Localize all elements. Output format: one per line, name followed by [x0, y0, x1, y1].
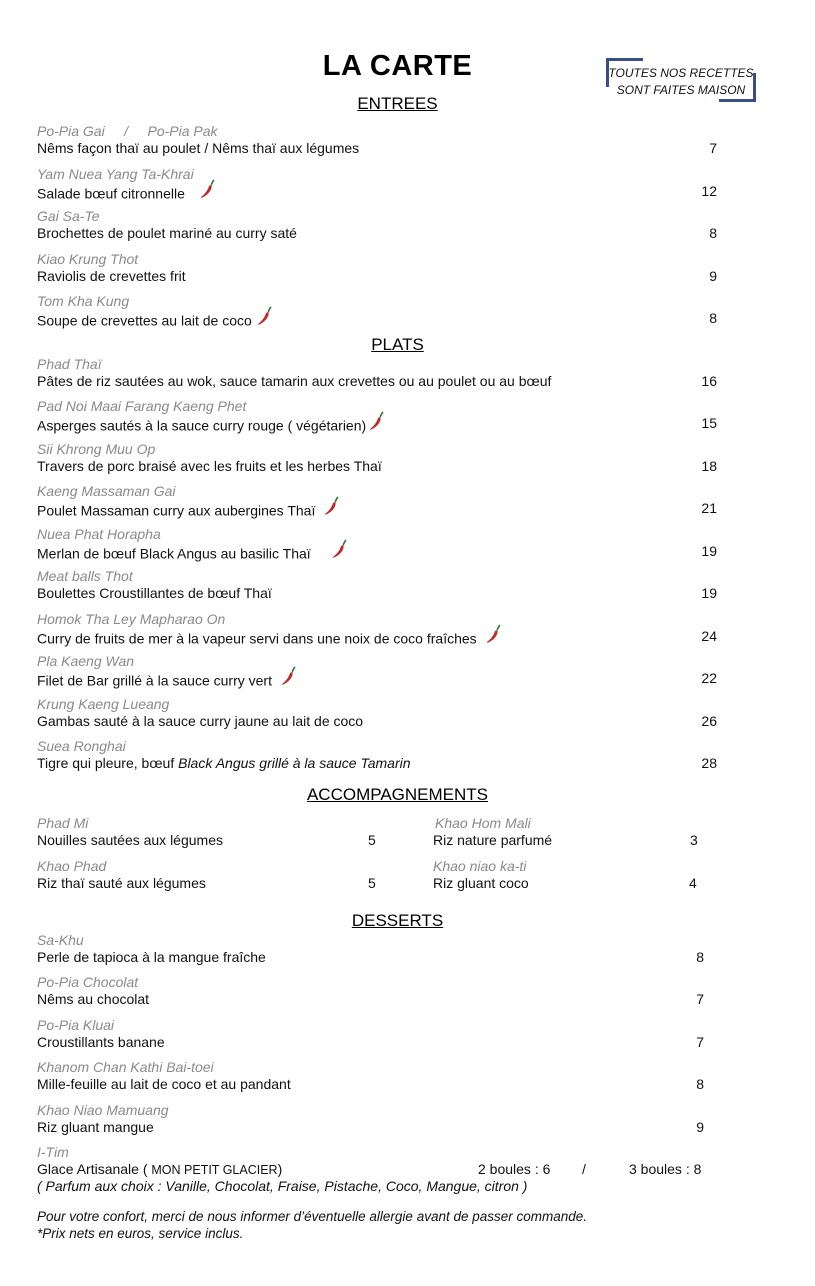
french-description: Croustillants banane	[37, 1034, 165, 1050]
thai-name: Tom Kha Kung	[37, 293, 130, 309]
price-two-scoops: 2 boules : 6	[478, 1161, 551, 1177]
price: 19	[701, 585, 717, 601]
price: 8	[709, 225, 717, 241]
chili-pepper-icon	[280, 665, 298, 691]
menu-item	[37, 250, 717, 290]
section-heading-desserts: DESSERTS	[351, 911, 444, 930]
price: 21	[701, 500, 717, 516]
chili-pepper-icon	[256, 305, 274, 331]
thai-name: Pad Noi Maai Farang Kaeng Phet	[37, 398, 247, 414]
price: 26	[701, 713, 717, 729]
price: 7	[696, 991, 704, 1007]
french-description: Mille-feuille au lait de coco et au pandant	[37, 1076, 291, 1092]
french-description: Brochettes de poulet mariné au curry saté	[37, 225, 297, 241]
price: 8	[696, 949, 704, 965]
thai-name: Sa-Khu	[37, 932, 84, 948]
chili-pepper-icon	[323, 495, 341, 521]
side-item	[433, 814, 703, 854]
menu-item	[37, 525, 717, 565]
price: 5	[368, 832, 376, 848]
menu-item	[37, 567, 717, 607]
menu-item	[37, 1016, 704, 1056]
french-description: Raviolis de crevettes frit	[37, 268, 186, 284]
french-description: Asperges sautés à la sauce curry rouge ( végétarien)	[37, 417, 367, 434]
french-description-row	[37, 309, 274, 335]
menu-item	[37, 122, 717, 162]
price: 8	[696, 1076, 704, 1092]
price: 7	[696, 1034, 704, 1050]
chili-pepper-icon	[331, 538, 349, 564]
french-description: Filet de Bar grillé à la sauce curry vert	[37, 672, 272, 689]
menu-item	[37, 737, 717, 777]
french-description-row	[37, 499, 341, 525]
thai-name: I-Tim	[37, 1144, 69, 1160]
price: 15	[701, 415, 717, 431]
menu-item-ice-cream	[37, 1143, 717, 1203]
menu-item	[37, 931, 704, 971]
thai-name: Homok Tha Ley Mapharao On	[37, 611, 226, 627]
flavour-list: ( Parfum aux choix : Vanille, Chocolat, Fraise, Pistache, Coco, Mangue, citron )	[37, 1178, 528, 1194]
price: 3	[690, 832, 698, 848]
price: 16	[701, 373, 717, 389]
french-description: Merlan de bœuf Black Angus au basilic Thaï	[37, 545, 311, 562]
french-description-row	[37, 627, 503, 653]
side-item	[37, 814, 377, 854]
french-description: Nêms façon thaï au poulet / Nêms thaï aux légumes	[37, 140, 360, 156]
price: 19	[701, 543, 717, 559]
french-description-plain: Tigre qui pleure, bœuf	[37, 755, 179, 771]
menu-item	[37, 1101, 704, 1141]
thai-name: Nuea Phat Horapha	[37, 526, 161, 542]
menu-item	[37, 610, 717, 650]
menu-item	[37, 292, 717, 332]
french-description: Poulet Massaman curry aux aubergines Thaï	[37, 502, 316, 519]
french-description-row	[37, 414, 386, 440]
french-description: Gambas sauté à la sauce curry jaune au lait de coco	[37, 713, 364, 729]
menu-item	[37, 165, 717, 205]
thai-name: Po-Pia Gai / Po-Pia Pak	[37, 123, 218, 139]
french-description-end: )	[277, 1161, 283, 1177]
french-description-row	[37, 542, 349, 568]
page-title: LA CARTE	[322, 50, 473, 82]
price: 9	[696, 1119, 704, 1135]
price: 9	[709, 268, 717, 284]
side-item	[37, 857, 377, 897]
thai-name: Sii Khrong Muu Op	[37, 441, 156, 457]
badge-line-1: TOUTES NOS RECETTES	[608, 66, 754, 80]
menu-item	[37, 440, 717, 480]
thai-name: Khao Hom Mali	[435, 815, 531, 831]
thai-name: Yam Nuea Yang Ta-Khrai	[37, 166, 194, 182]
french-description-row	[37, 182, 217, 208]
thai-name: Po-Pia Chocolat	[37, 974, 139, 990]
french-description: Riz thaï sauté aux légumes	[37, 875, 206, 891]
french-description: Pâtes de riz sautées au wok, sauce tamarin aux crevettes ou au poulet ou au bœuf	[37, 373, 552, 389]
thai-name: Gai Sa-Te	[37, 208, 100, 224]
price: 24	[701, 628, 717, 644]
price: 28	[701, 755, 717, 771]
french-description: Perle de tapioca à la mangue fraîche	[37, 949, 266, 965]
section-heading-entrees: ENTREES	[357, 94, 438, 113]
french-description: Travers de porc braisé avec les fruits et les herbes Thaï	[37, 458, 382, 474]
french-description: Boulettes Croustillantes de bœuf Thaï	[37, 585, 272, 601]
french-description: Riz gluant coco	[433, 875, 529, 891]
thai-name: Khanom Chan Kathi Bai-toei	[37, 1059, 214, 1075]
allergy-notice: Pour votre confort, merci de nous informer d’éventuelle allergie avant de passer commande.	[37, 1209, 588, 1224]
menu-item	[37, 397, 717, 437]
side-item	[433, 857, 703, 897]
thai-name: Kaeng Massaman Gai	[37, 483, 176, 499]
section-heading-plats: PLATS	[371, 335, 424, 354]
menu-item	[37, 482, 717, 522]
thai-name: Phad Thaï	[37, 356, 102, 372]
price: 4	[689, 875, 697, 891]
thai-name: Po-Pia Kluai	[37, 1017, 115, 1033]
thai-name: Krung Kaeng Lueang	[37, 696, 170, 712]
thai-name: Khao Phad	[37, 858, 107, 874]
menu-item	[37, 1058, 704, 1098]
price-three-scoops: 3 boules : 8	[629, 1161, 702, 1177]
chili-pepper-icon	[199, 178, 217, 204]
thai-name: Khao niao ka-ti	[433, 858, 527, 874]
menu-item	[37, 695, 717, 735]
menu-item	[37, 973, 704, 1013]
french-description: Nêms au chocolat	[37, 991, 150, 1007]
thai-name: Phad Mi	[37, 815, 89, 831]
chili-pepper-icon	[368, 410, 386, 436]
price: 12	[701, 183, 717, 199]
french-description: Nouilles sautées aux légumes	[37, 832, 223, 848]
thai-name: Pla Kaeng Wan	[37, 653, 135, 669]
thai-name: Kiao Krung Thot	[37, 251, 139, 267]
price: 18	[701, 458, 717, 474]
price: 22	[701, 670, 717, 686]
menu-item	[37, 355, 717, 395]
price-notice: *Prix nets en euros, service inclus.	[37, 1226, 244, 1241]
price: 5	[368, 875, 376, 891]
french-description-row	[37, 754, 411, 772]
french-description: Glace Artisanale (	[37, 1161, 152, 1177]
section-heading-accompagnements: ACCOMPAGNEMENTS	[306, 785, 489, 804]
brand-name: MON PETIT GLACIER	[151, 1163, 278, 1177]
french-description-row	[37, 669, 298, 695]
chili-pepper-icon	[485, 623, 503, 649]
french-description: Curry de fruits de mer à la vapeur servi dans une noix de coco fraîches	[37, 630, 477, 647]
french-description: Riz nature parfumé	[433, 832, 553, 848]
french-description: Soupe de crevettes au lait de coco	[37, 312, 252, 329]
price: 7	[709, 140, 717, 156]
price: 8	[709, 310, 717, 326]
thai-name: Suea Ronghai	[37, 738, 126, 754]
french-description-italic: Black Angus grillé à la sauce Tamarin	[178, 755, 411, 771]
menu-item	[37, 652, 717, 692]
french-description: Salade bœuf citronnelle	[37, 185, 185, 202]
price-separator: /	[582, 1161, 586, 1177]
thai-name: Meat balls Thot	[37, 568, 133, 584]
french-description: Riz gluant mangue	[37, 1119, 154, 1135]
menu-item	[37, 207, 717, 247]
thai-name: Khao Niao Mamuang	[37, 1102, 169, 1118]
badge-line-2: SONT FAITES MAISON	[616, 83, 746, 97]
